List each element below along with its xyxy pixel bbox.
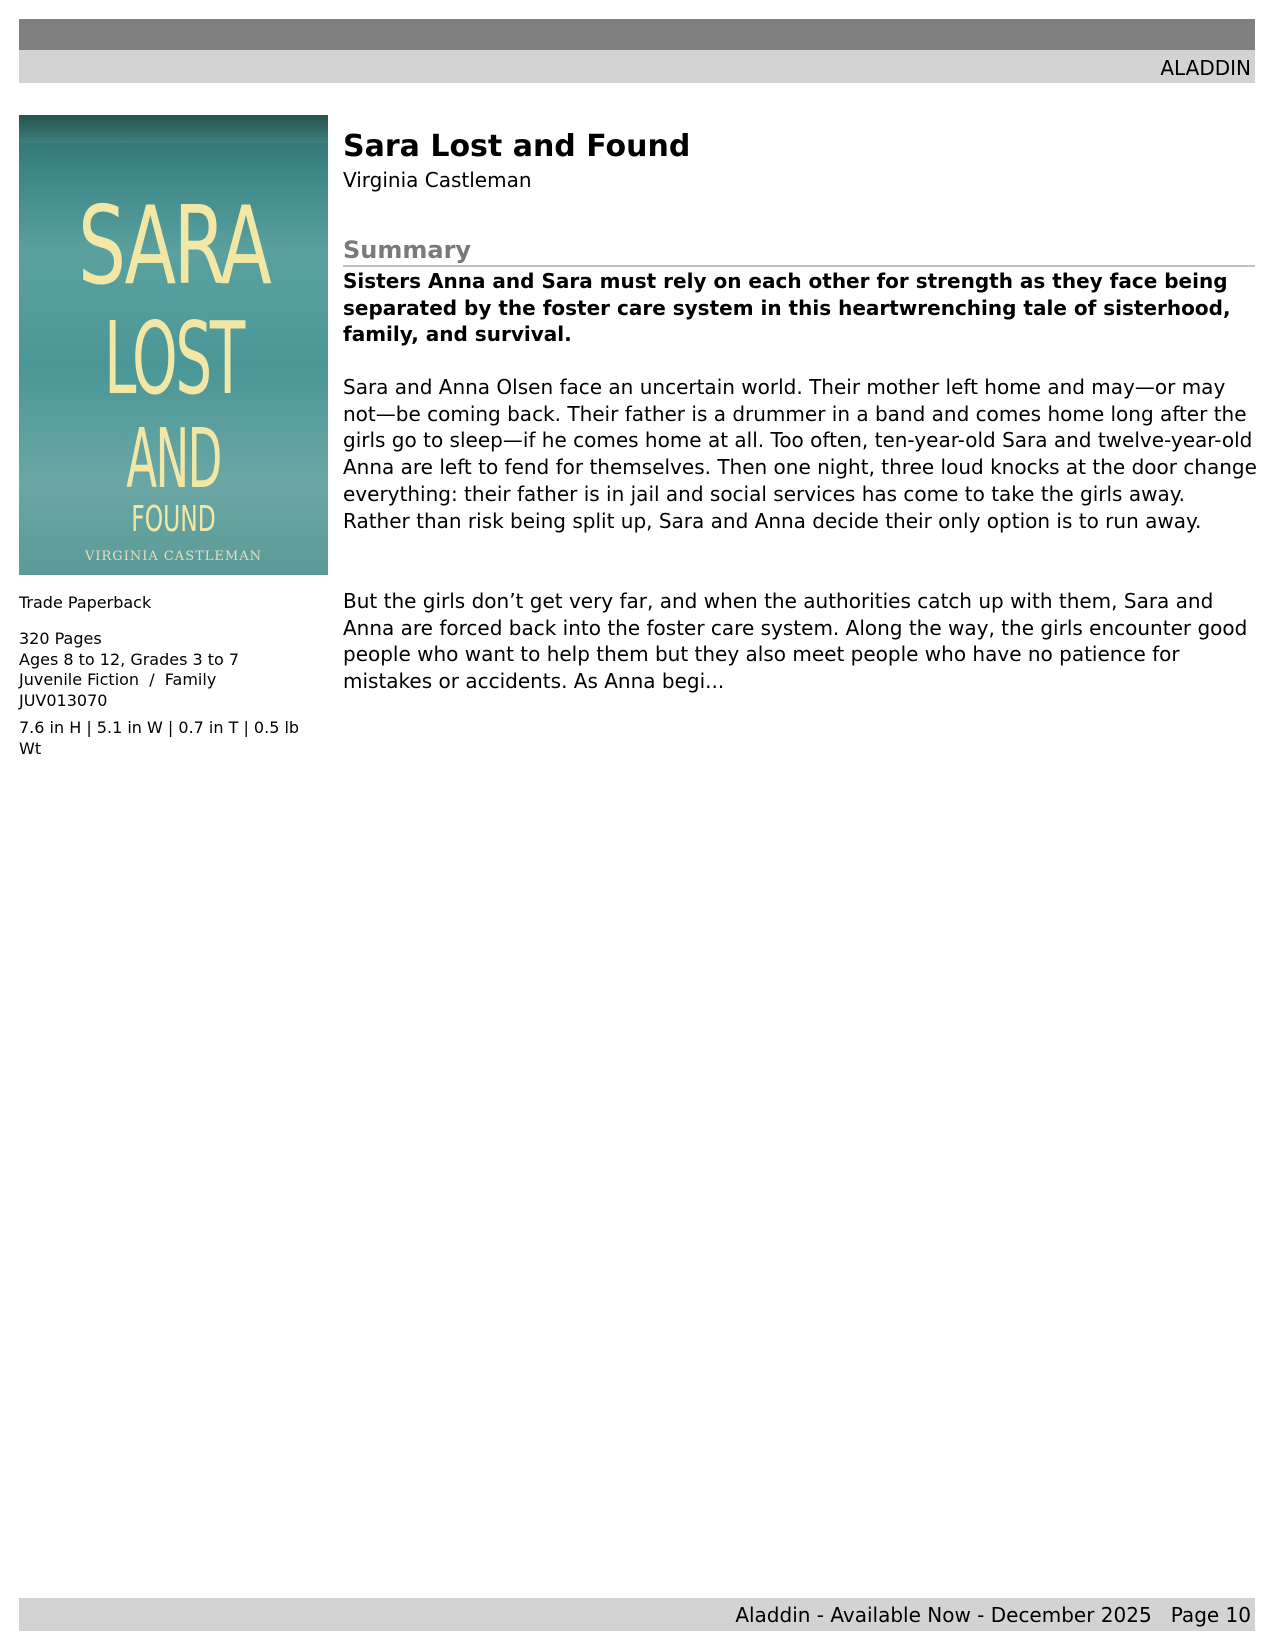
book-cover-image: [19, 115, 328, 575]
summary-paragraph: But the girls don’t get very far, and when the authorities catch up with them, Sara and Anna are forced back into the foster care system. Along the way, the girls encounter good people who want to help them but they also meet people who have no patience for mistakes or accidents. As Anna begi...: [343, 589, 1248, 694]
header-publisher-bar: [19, 50, 1255, 83]
footer-text: Aladdin - Available Now - December 2025 Page 10: [735, 1603, 1251, 1627]
summary-heading: Summary: [343, 235, 1255, 267]
book-dimensions: 7.6 in H | 5.1 in W | 0.7 in T | 0.5 lb Wt: [19, 718, 300, 758]
publisher-name: ALADDIN: [1160, 56, 1251, 80]
bisac-code: JUV013070: [19, 690, 108, 710]
book-author: Virginia Castleman: [343, 168, 532, 192]
cover-title-line: AND: [126, 412, 221, 507]
age-range: Ages 8 to 12, Grades 3 to 7: [19, 649, 240, 669]
cover-title-line: LOST: [104, 300, 243, 417]
header-bar: [19, 19, 1255, 50]
book-title: Sara Lost and Found: [343, 129, 691, 164]
footer-bar: [19, 1598, 1255, 1631]
cover-title-line: FOUND: [131, 499, 216, 540]
cover-author: VIRGINIA CASTLEMAN: [85, 549, 262, 564]
page-count: 320 Pages: [19, 629, 102, 648]
book-format: Trade Paperback: [19, 593, 152, 612]
cover-title-line: SARA: [77, 184, 270, 309]
summary-paragraph: Sara and Anna Olsen face an uncertain world. Their mother left home and may—or may not—be coming back. Their father is a drummer in a band and comes home long after the girls go to sleep—if he comes home at all. Too often, ten-year-old Sara and twelve-year-old Anna are left to fend for themselves. Then one night, three loud knocks at the door change everything: their father is in jail and social services has come to take the girls away. Rather than risk being split up, Sara and Anna decide their only option is to run away.: [343, 375, 1257, 533]
category: Juvenile Fiction / Family: [19, 670, 217, 689]
summary-tagline: Sisters Anna and Sara must rely on each other for strength as they face being separated by the foster care system in this heartwrenching tale of sisterhood, family, and survival.: [343, 269, 1231, 346]
book-details: [19, 629, 324, 711]
